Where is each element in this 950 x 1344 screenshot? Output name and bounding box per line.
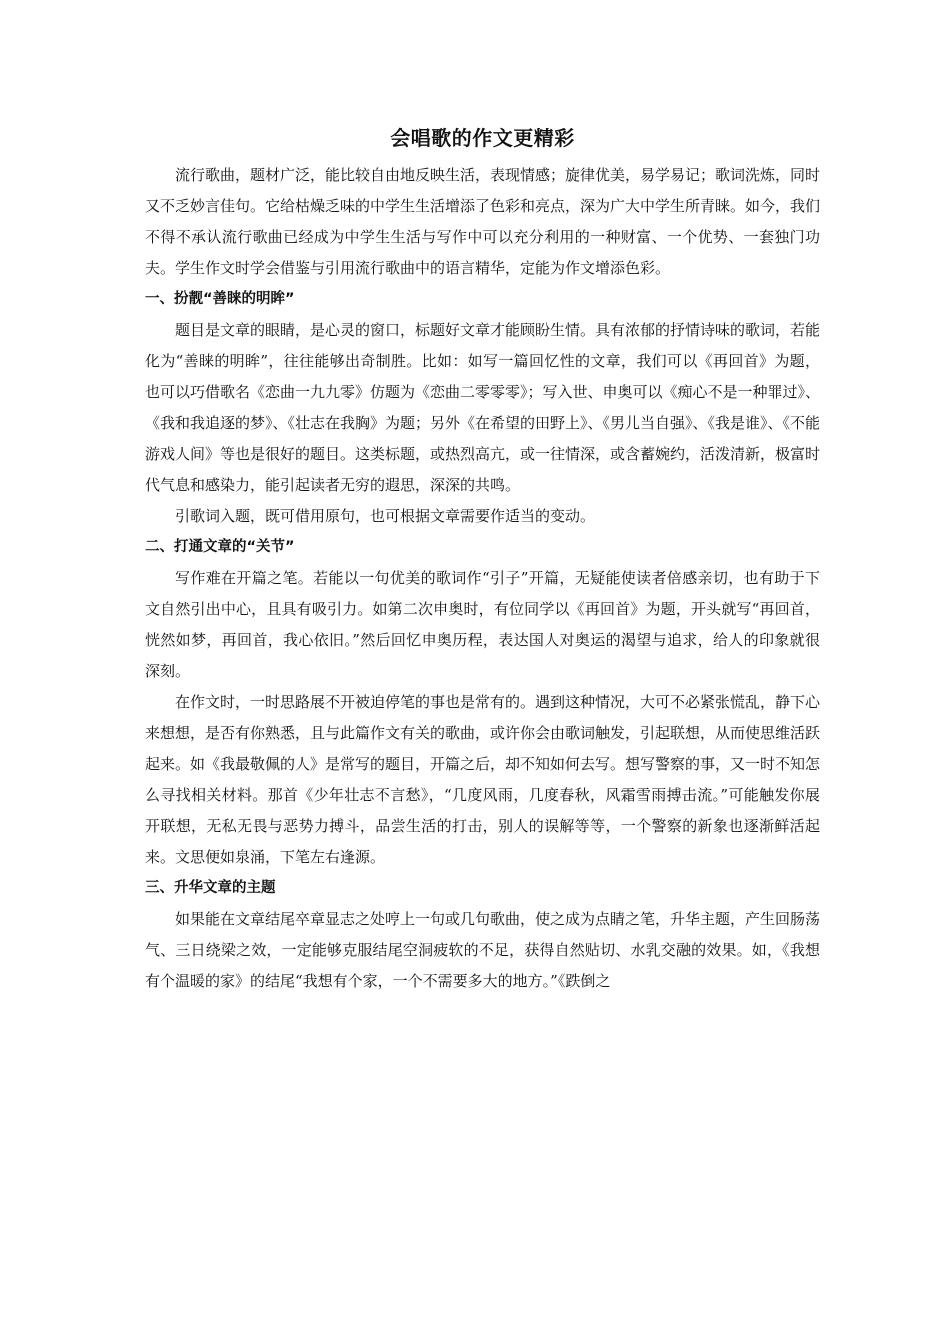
body-paragraph: 写作难在开篇之笔。若能以一句优美的歌词作“引子”开篇，无疑能使读者倍感亲切，也有助于下文自然引出中心，且具有吸引力。如第二次申奥时，有位同学以《再回首》为题，开头就写“再回首，恍然如梦，再回首，我心依旧。”然后回忆申奥历程，表达国人对奥运的渴望与追求，给人的印象就很深刻。 [145, 569, 820, 680]
body-paragraph: 题目是文章的眼睛，是心灵的窗口，标题好文章才能顾盼生情。具有浓郁的抒情诗味的歌词，若能化为“善睐的明眸”，往往能够出奇制胜。比如：如写一篇回忆性的文章，我们可以《再回首》为题，也可以巧借歌名《恋曲一九九零》仿题为《恋曲二零零零》；写入世、申奥可以《痴心不是一种罪过》、《我和我追逐的梦》、《壮志在我胸》为题；另外《在希望的田野上》、《男儿当自强》、《我是谁》、《不能游戏人间》等也是很好的题目。这类标题，或热烈高亢，或一往情深，或含蓄婉约，活泼清新，极富时代气息和感染力，能引起读者无穷的遐思，深深的共鸣。 [145, 321, 821, 494]
body-paragraph: 引歌词入题，既可借用原句，也可根据文章需要作适当的变动。 [175, 507, 596, 525]
section-1 [145, 284, 820, 532]
body-paragraph: 在作文时，一时思路展不开被迫停笔的事也是常有的。遇到这种情况，大可不必紧张慌乱，静下心来想想，是否有你熟悉，且与此篇作文有关的歌曲，或许你会由歌词触发，引起联想，从而使思维活跃起来。如《我最敬佩的人》是常写的题目，开篇之后，却不知如何去写。想写警察的事，又一时不知怎么寻找相关材料。那首《少年壮志不言愁》，“几度风雨，几度春秋，风霜雪雨搏击流。”可能触发你展开联想，无私无畏与恶势力搏斗，品尝生活的打击，别人的误解等等，一个警察的新象也逐渐鲜活起来。文思便如泉涌，下笔左右逢源。 [145, 693, 821, 866]
section-2 [145, 532, 820, 873]
section-heading: 二、打通文章的“关节” [145, 539, 295, 555]
document-page [145, 118, 820, 997]
section-heading: 一、扮靓“善睐的明眸” [145, 291, 295, 307]
body-paragraph: 如果能在文章结尾卒章显志之处哼上一句或几句歌曲，使之成为点睛之笔，升华主题，产生回肠荡气、三日绕梁之效，一定能够克服结尾空洞疲软的不足，获得自然贴切、水乳交融的效果。如，《我想有个温暖的家》的结尾“我想有个家，一个不需要多大的地方。”《跌倒之 [145, 910, 821, 990]
page-title: 会唱歌的作文更精彩 [390, 126, 575, 150]
intro-paragraph: 流行歌曲，题材广泛，能比较自由地反映生活，表现情感；旋律优美，易学易记；歌词洗炼，同时又不乏妙言佳句。它给枯燥乏味的中学生生活增添了色彩和亮点，深为广大中学生所青睐。如今，我们不得不承认流行歌曲已经成为中学生生活与写作中可以充分利用的一种财富、一个优势、一套独门功夫。学生作文时学会借鉴与引用流行歌曲中的语言精华，定能为作文增添色彩。 [145, 166, 821, 277]
section-3 [145, 873, 820, 997]
section-heading: 三、升华文章的主题 [145, 880, 276, 896]
